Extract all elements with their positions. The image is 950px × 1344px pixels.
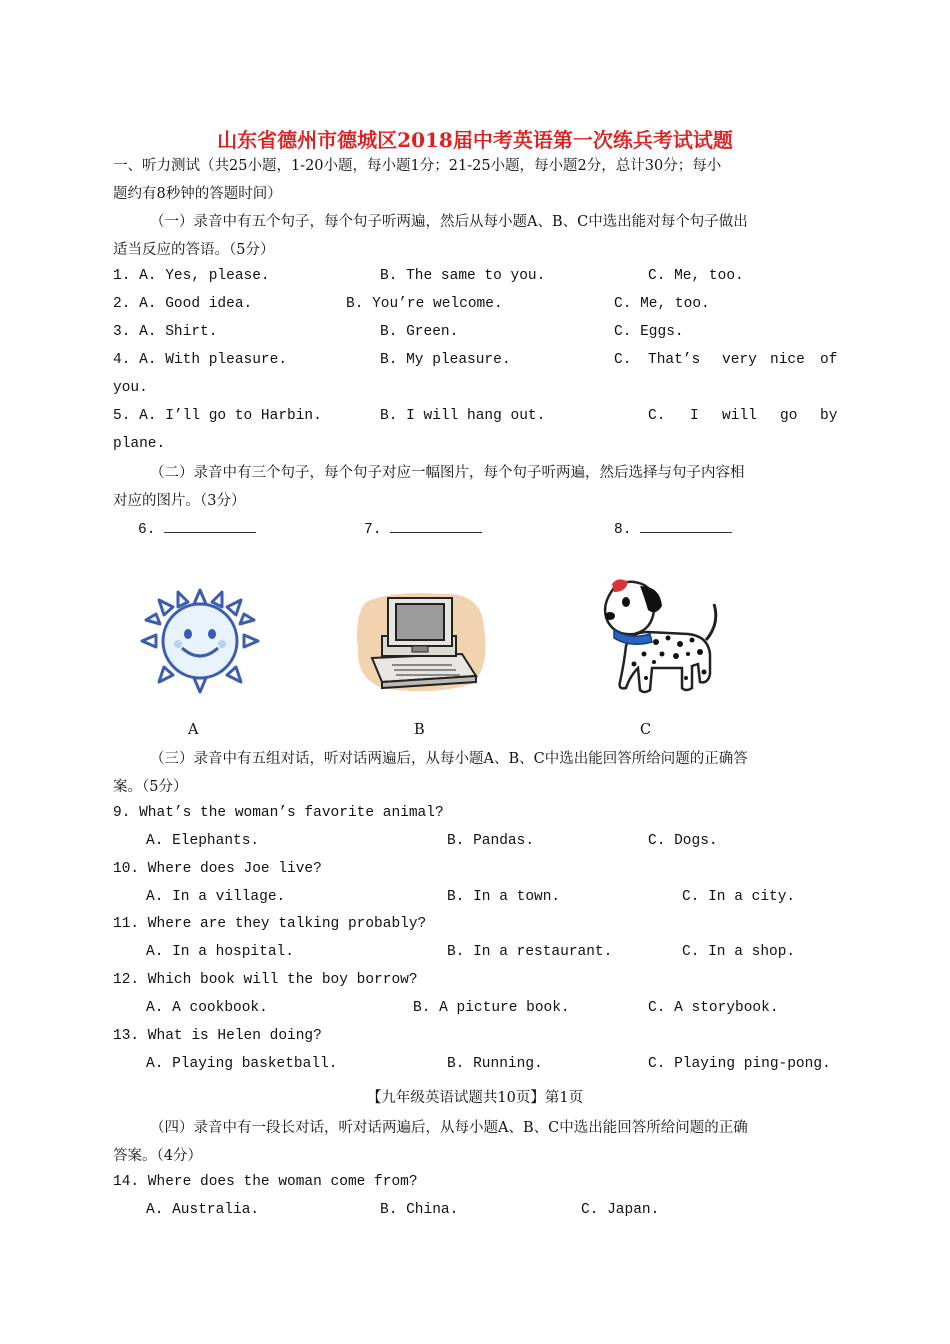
q11-option-a: A. In a hospital. bbox=[146, 944, 294, 960]
q12-question: 12. Which book will the boy borrow? bbox=[113, 972, 418, 988]
q7-number: 7. bbox=[364, 522, 382, 538]
q7-answer-blank[interactable] bbox=[364, 519, 482, 538]
q6-answer-blank[interactable] bbox=[138, 519, 256, 538]
q2-option-c: C. Me, too. bbox=[614, 296, 710, 312]
part4-intro-line1: （四）录音中有一段长对话，听对话两遍后，从每小题A、B、C中选出能回答所给问题的正确 bbox=[150, 1120, 748, 1136]
q3-option-b: B. Green. bbox=[380, 324, 459, 340]
q4-option-b: B. My pleasure. bbox=[380, 352, 511, 368]
q10-option-c: C. In a city. bbox=[682, 889, 796, 905]
picture-label-c: C bbox=[640, 722, 652, 738]
part2-intro-line2: 对应的图片。（3分） bbox=[113, 493, 246, 509]
q13-question: 13. What is Helen doing? bbox=[113, 1028, 322, 1044]
q7-blank-line[interactable] bbox=[390, 519, 482, 533]
q13-option-c: C. Playing ping-pong. bbox=[648, 1056, 831, 1072]
q3-option-a: 3. A. Shirt. bbox=[113, 324, 218, 340]
q14-option-c: C. Japan. bbox=[581, 1202, 660, 1218]
page-title: 山东省德州市德城区2018届中考英语第一次练兵考试试题 bbox=[217, 128, 733, 152]
q6-blank-line[interactable] bbox=[164, 519, 256, 533]
q3-option-c: C. Eggs. bbox=[614, 324, 684, 340]
sun-picture bbox=[140, 588, 260, 694]
q8-number: 8. bbox=[614, 522, 632, 538]
q4-option-c-label: C. bbox=[614, 352, 632, 368]
q2-option-a: 2. A. Good idea. bbox=[113, 296, 253, 312]
picture-label-b: B bbox=[414, 722, 425, 738]
section-heading-line1: 一、听力测试（共25小题，1-20小题，每小题1分；21-25小题，每小题2分，总计30分；每小 bbox=[113, 158, 722, 174]
dalmatian-dog-picture bbox=[596, 576, 730, 696]
picture-label-a: A bbox=[188, 722, 199, 738]
q5-option-a: 5. A. I’ll go to Harbin. bbox=[113, 408, 322, 424]
q4-option-c-word3: nice bbox=[770, 352, 805, 368]
q10-option-a: A. In a village. bbox=[146, 889, 286, 905]
part1-intro-line2: 适当反应的答语。（5分） bbox=[113, 242, 275, 258]
q4-option-a: 4. A. With pleasure. bbox=[113, 352, 288, 368]
q4-option-c-word1: That’s bbox=[648, 352, 701, 368]
q12-option-b: B. A picture book. bbox=[413, 1000, 570, 1016]
q10-question: 10. Where does Joe live? bbox=[113, 861, 322, 877]
q5-option-c-word4: by bbox=[820, 408, 838, 424]
q14-option-a: A. Australia. bbox=[146, 1202, 260, 1218]
section-heading-line2: 题约有8秒钟的答题时间） bbox=[113, 186, 282, 202]
q9-option-c: C. Dogs. bbox=[648, 833, 718, 849]
q4-option-c-continued: you. bbox=[113, 380, 148, 396]
q2-option-b: B. You’re welcome. bbox=[346, 296, 503, 312]
q6-number: 6. bbox=[138, 522, 156, 538]
q9-option-a: A. Elephants. bbox=[146, 833, 260, 849]
q13-option-a: A. Playing basketball. bbox=[146, 1056, 338, 1072]
part3-intro-line1: （三）录音中有五组对话，听对话两遍后，从每小题A、B、C中选出能回答所给问题的正确答 bbox=[150, 751, 748, 767]
q1-option-c: C. Me, too. bbox=[648, 268, 744, 284]
q5-option-c-word2: will bbox=[722, 408, 757, 424]
q14-question: 14. Where does the woman come from? bbox=[113, 1174, 418, 1190]
q9-option-b: B. Pandas. bbox=[447, 833, 535, 849]
q5-option-c-word3: go bbox=[780, 408, 798, 424]
q1-option-a: 1. A. Yes, please. bbox=[113, 268, 270, 284]
q11-option-b: B. In a restaurant. bbox=[447, 944, 613, 960]
q14-option-b: B. China. bbox=[380, 1202, 459, 1218]
q11-question: 11. Where are they talking probably? bbox=[113, 916, 427, 932]
part4-intro-line2: 答案。（4分） bbox=[113, 1148, 202, 1164]
part2-intro-line1: （二）录音中有三个句子，每个句子对应一幅图片，每个句子听两遍，然后选择与句子内容相 bbox=[150, 465, 745, 481]
q12-option-c: C. A storybook. bbox=[648, 1000, 779, 1016]
part3-intro-line2: 案。（5分） bbox=[113, 779, 188, 795]
q5-option-b: B. I will hang out. bbox=[380, 408, 546, 424]
computer-picture bbox=[352, 588, 490, 696]
q8-blank-line[interactable] bbox=[640, 519, 732, 533]
q1-option-b: B. The same to you. bbox=[380, 268, 546, 284]
q11-option-c: C. In a shop. bbox=[682, 944, 796, 960]
q13-option-b: B. Running. bbox=[447, 1056, 543, 1072]
q9-question: 9. What’s the woman’s favorite animal? bbox=[113, 805, 444, 821]
page-footer: 【九年级英语试题共10页】第1页 bbox=[366, 1090, 584, 1106]
q8-answer-blank[interactable] bbox=[614, 519, 732, 538]
q4-option-c-word2: very bbox=[722, 352, 757, 368]
part1-intro-line1: （一）录音中有五个句子，每个句子听两遍，然后从每小题A、B、C中选出能对每个句子做出 bbox=[150, 214, 748, 230]
q12-option-a: A. A cookbook. bbox=[146, 1000, 268, 1016]
q4-option-c-word4: of bbox=[820, 352, 838, 368]
q5-option-c-continued: plane. bbox=[113, 436, 166, 452]
q5-option-c-label: C. bbox=[648, 408, 666, 424]
q10-option-b: B. In a town. bbox=[447, 889, 561, 905]
q5-option-c-word1: I bbox=[690, 408, 699, 424]
